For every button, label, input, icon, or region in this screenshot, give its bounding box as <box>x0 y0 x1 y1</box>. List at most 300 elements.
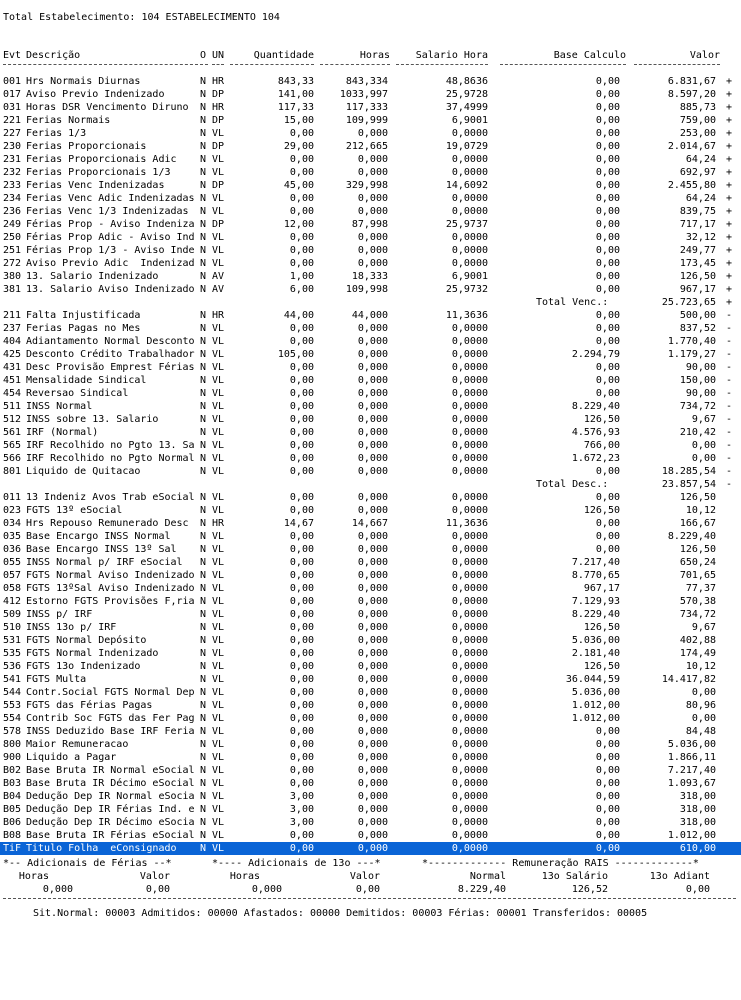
un-cell: VL <box>212 804 225 815</box>
description-cell: Ferias Proporcionais <box>26 141 147 152</box>
salario-hora-cell: 0,0000 <box>451 635 488 646</box>
header-separator <box>396 64 488 65</box>
header-separator <box>320 64 390 65</box>
table-row[interactable] <box>0 153 741 166</box>
decimo-horas-value: 0,000 <box>251 884 282 895</box>
description-cell: Maior Remuneracao <box>26 739 129 750</box>
sign-cell: + <box>726 206 733 217</box>
salario-hora-cell: 0,0000 <box>451 167 488 178</box>
horas-cell: 0,000 <box>357 323 388 334</box>
col-horas: Horas <box>359 50 390 61</box>
description-cell: Base Bruta IR Normal eSocial <box>26 765 195 776</box>
salario-hora-cell: 0,0000 <box>451 362 488 373</box>
salario-hora-cell: 0,0000 <box>451 765 488 776</box>
quantidade-cell: 0,00 <box>289 466 314 477</box>
valor-cell: 253,00 <box>679 128 716 139</box>
evt-cell: 035 <box>3 531 22 542</box>
header-separator <box>212 64 224 65</box>
salario-hora-cell: 0,0000 <box>451 193 488 204</box>
quantidade-cell: 0,00 <box>289 492 314 503</box>
un-cell: VL <box>212 505 225 516</box>
description-cell: Base Bruta IR Décimo eSocial <box>26 778 195 789</box>
horas-cell: 18,333 <box>351 271 388 282</box>
rais-normal-label: Normal <box>469 871 506 882</box>
un-cell: AV <box>212 284 225 295</box>
evt-cell: 578 <box>3 726 22 737</box>
table-row[interactable] <box>0 244 741 257</box>
salario-hora-cell: 6,9001 <box>451 271 488 282</box>
salario-hora-cell: 0,0000 <box>451 492 488 503</box>
sign-cell: - <box>726 323 733 334</box>
evt-cell: 535 <box>3 648 22 659</box>
base-calculo-cell: 8.229,40 <box>571 401 620 412</box>
salario-hora-cell: 0,0000 <box>451 349 488 360</box>
base-calculo-cell: 126,50 <box>583 414 620 425</box>
evt-cell: B04 <box>3 791 22 802</box>
table-row[interactable] <box>0 270 741 283</box>
sign-cell: - <box>726 375 733 386</box>
table-row[interactable] <box>0 634 741 647</box>
quantidade-cell: 0,00 <box>289 635 314 646</box>
evt-cell: 512 <box>3 414 22 425</box>
table-row[interactable] <box>0 400 741 413</box>
table-row[interactable] <box>0 517 741 530</box>
valor-cell: 837,52 <box>679 323 716 334</box>
un-cell: HR <box>212 76 225 87</box>
valor-cell: 8.229,40 <box>667 531 716 542</box>
table-row[interactable] <box>0 582 741 595</box>
base-calculo-cell: 5.036,00 <box>571 687 620 698</box>
horas-cell: 0,000 <box>357 362 388 373</box>
base-calculo-cell: 36.044,59 <box>565 674 620 685</box>
evt-cell: 233 <box>3 180 22 191</box>
o-cell: N <box>200 713 207 724</box>
base-calculo-cell: 0,00 <box>595 323 620 334</box>
table-row[interactable] <box>0 816 741 829</box>
un-cell: DP <box>212 89 225 100</box>
rais-13o-adiant-label: 13o Adiant <box>649 871 710 882</box>
table-row[interactable] <box>0 439 741 452</box>
salario-hora-cell: 0,0000 <box>451 791 488 802</box>
horas-cell: 0,000 <box>357 336 388 347</box>
un-cell: VL <box>212 401 225 412</box>
salario-hora-cell: 0,0000 <box>451 596 488 607</box>
quantidade-cell: 0,00 <box>289 778 314 789</box>
evt-cell: 800 <box>3 739 22 750</box>
table-row[interactable] <box>0 322 741 335</box>
evt-cell: 412 <box>3 596 22 607</box>
sign-cell: - <box>726 336 733 347</box>
quantidade-cell: 1,00 <box>289 271 314 282</box>
table-row[interactable] <box>0 686 741 699</box>
table-row[interactable] <box>0 309 741 322</box>
sign-cell: - <box>726 453 733 464</box>
table-row[interactable] <box>0 361 741 374</box>
total-desc <box>0 478 741 491</box>
table-row[interactable] <box>0 543 741 556</box>
horas-cell: 44,000 <box>351 310 388 321</box>
o-cell: N <box>200 414 207 425</box>
evt-cell: B02 <box>3 765 22 776</box>
description-cell: Titulo Folha eConsignado <box>26 843 177 854</box>
valor-cell: 402,88 <box>679 635 716 646</box>
table-row[interactable] <box>0 140 741 153</box>
base-calculo-cell: 7.217,40 <box>571 557 620 568</box>
horas-cell: 0,000 <box>357 778 388 789</box>
horas-cell: 0,000 <box>357 206 388 217</box>
salario-hora-cell: 0,0000 <box>451 232 488 243</box>
valor-cell: 692,97 <box>679 167 716 178</box>
sign-cell: + <box>726 271 733 282</box>
base-calculo-cell: 0,00 <box>595 102 620 113</box>
description-cell: Contrib Soc FGTS das Fer Pag <box>26 713 195 724</box>
un-cell: VL <box>212 557 225 568</box>
col-o: O <box>200 50 207 61</box>
evt-cell: 381 <box>3 284 22 295</box>
o-cell: N <box>200 271 207 282</box>
horas-cell: 0,000 <box>357 570 388 581</box>
table-row[interactable] <box>0 699 741 712</box>
un-cell: VL <box>212 544 225 555</box>
table-row[interactable] <box>0 75 741 88</box>
quantidade-cell: 0,00 <box>289 544 314 555</box>
description-cell: Desconto Crédito Trabalhador <box>26 349 195 360</box>
table-row[interactable] <box>0 725 741 738</box>
salario-hora-cell: 0,0000 <box>451 726 488 737</box>
horas-cell: 0,000 <box>357 791 388 802</box>
horas-cell: 0,000 <box>357 492 388 503</box>
un-cell: VL <box>212 609 225 620</box>
base-calculo-cell: 0,00 <box>595 128 620 139</box>
description-cell: IRF Recolhido no Pgto 13. Sa <box>26 440 195 451</box>
description-cell: FGTS 13ºSal Aviso Indenizado <box>26 583 195 594</box>
valor-cell: 90,00 <box>685 388 716 399</box>
valor-cell: 885,73 <box>679 102 716 113</box>
base-calculo-cell: 2.294,79 <box>571 349 620 360</box>
quantidade-cell: 0,00 <box>289 336 314 347</box>
o-cell: N <box>200 375 207 386</box>
sign-cell: + <box>726 76 733 87</box>
quantidade-cell: 0,00 <box>289 557 314 568</box>
valor-cell: 839,75 <box>679 206 716 217</box>
evt-cell: 232 <box>3 167 22 178</box>
quantidade-cell: 0,00 <box>289 700 314 711</box>
quantidade-cell: 14,67 <box>283 518 314 529</box>
ferias-valor-value: 0,00 <box>145 884 170 895</box>
header-separator <box>500 64 626 65</box>
table-row[interactable] <box>0 530 741 543</box>
salario-hora-cell: 0,0000 <box>451 245 488 256</box>
evt-cell: 425 <box>3 349 22 360</box>
valor-cell: 9,67 <box>691 414 716 425</box>
valor-cell: 77,37 <box>685 583 716 594</box>
base-calculo-cell: 0,00 <box>595 115 620 126</box>
table-row[interactable] <box>0 608 741 621</box>
valor-cell: 64,24 <box>685 193 716 204</box>
description-cell: FGTS Normal Depósito <box>26 635 147 646</box>
table-row[interactable] <box>0 465 741 478</box>
un-cell: VL <box>212 583 225 594</box>
valor-cell: 14.417,82 <box>661 674 716 685</box>
o-cell: N <box>200 596 207 607</box>
table-row[interactable] <box>0 777 741 790</box>
evt-cell: 541 <box>3 674 22 685</box>
valor-cell: 717,17 <box>679 219 716 230</box>
quantidade-cell: 0,00 <box>289 661 314 672</box>
description-cell: Falta Injustificada <box>26 310 141 321</box>
o-cell: N <box>200 778 207 789</box>
description-cell: INSS sobre 13. Salario <box>26 414 159 425</box>
sign-cell: + <box>726 141 733 152</box>
description-cell: FGTS 13o Indenizado <box>26 661 141 672</box>
o-cell: N <box>200 583 207 594</box>
salario-hora-cell: 0,0000 <box>451 622 488 633</box>
salario-hora-cell: 37,4999 <box>445 102 488 113</box>
table-row[interactable] <box>0 101 741 114</box>
table-row[interactable] <box>0 595 741 608</box>
horas-cell: 0,000 <box>357 349 388 360</box>
salario-hora-cell: 0,0000 <box>451 427 488 438</box>
table-row[interactable] <box>0 218 741 231</box>
horas-cell: 0,000 <box>357 700 388 711</box>
salario-hora-cell: 0,0000 <box>451 323 488 334</box>
col-evt: Evt <box>3 50 22 61</box>
valor-cell: 173,45 <box>679 258 716 269</box>
table-row[interactable] <box>0 283 741 296</box>
footer-separator <box>3 898 736 899</box>
evt-cell: 553 <box>3 700 22 711</box>
o-cell: N <box>200 544 207 555</box>
horas-cell: 0,000 <box>357 427 388 438</box>
table-row[interactable] <box>0 348 741 361</box>
quantidade-cell: 0,00 <box>289 245 314 256</box>
salario-hora-cell: 0,0000 <box>451 154 488 165</box>
description-cell: FGTS das Férias Pagas <box>26 700 153 711</box>
quantidade-cell: 0,00 <box>289 622 314 633</box>
valor-cell: 84,48 <box>685 726 716 737</box>
table-row[interactable] <box>0 738 741 751</box>
table-row[interactable] <box>0 452 741 465</box>
table-row[interactable] <box>0 556 741 569</box>
base-calculo-cell: 0,00 <box>595 531 620 542</box>
table-row[interactable] <box>0 114 741 127</box>
valor-cell: 2.455,80 <box>667 180 716 191</box>
quantidade-cell: 0,00 <box>289 596 314 607</box>
table-row[interactable] <box>0 231 741 244</box>
o-cell: N <box>200 635 207 646</box>
un-cell: VL <box>212 700 225 711</box>
valor-cell: 0,00 <box>691 713 716 724</box>
header-separator <box>3 64 198 65</box>
column-header-row <box>0 49 741 62</box>
table-row[interactable] <box>0 621 741 634</box>
valor-cell: 610,00 <box>679 843 716 854</box>
evt-cell: 236 <box>3 206 22 217</box>
un-cell: DP <box>212 180 225 191</box>
table-row[interactable] <box>0 673 741 686</box>
table-row[interactable] <box>0 790 741 803</box>
table-row[interactable] <box>0 504 741 517</box>
o-cell: N <box>200 323 207 334</box>
o-cell: N <box>200 505 207 516</box>
valor-cell: 9,67 <box>691 622 716 633</box>
table-row[interactable] <box>0 491 741 504</box>
evt-cell: 454 <box>3 388 22 399</box>
evt-cell: 227 <box>3 128 22 139</box>
table-row[interactable] <box>0 712 741 725</box>
quantidade-cell: 0,00 <box>289 713 314 724</box>
base-calculo-cell: 4.576,93 <box>571 427 620 438</box>
base-calculo-cell: 0,00 <box>595 193 620 204</box>
table-row[interactable] <box>0 127 741 140</box>
table-row[interactable] <box>0 179 741 192</box>
o-cell: N <box>200 76 207 87</box>
un-cell: VL <box>212 661 225 672</box>
base-calculo-cell: 0,00 <box>595 89 620 100</box>
table-row[interactable] <box>0 803 741 816</box>
horas-cell: 0,000 <box>357 739 388 750</box>
sign-cell: - <box>726 349 733 360</box>
description-cell: INSS Normal p/ IRF eSocial <box>26 557 183 568</box>
table-row[interactable] <box>0 426 741 439</box>
evt-cell: 036 <box>3 544 22 555</box>
horas-cell: 0,000 <box>357 843 388 854</box>
valor-cell: 90,00 <box>685 362 716 373</box>
salario-hora-cell: 0,0000 <box>451 739 488 750</box>
quantidade-cell: 0,00 <box>289 414 314 425</box>
quantidade-cell: 45,00 <box>283 180 314 191</box>
quantidade-cell: 0,00 <box>289 453 314 464</box>
o-cell: N <box>200 115 207 126</box>
un-cell: VL <box>212 245 225 256</box>
table-row[interactable] <box>0 192 741 205</box>
horas-cell: 0,000 <box>357 154 388 165</box>
valor-cell: 18.285,54 <box>661 466 716 477</box>
table-row[interactable] <box>0 257 741 270</box>
horas-cell: 0,000 <box>357 661 388 672</box>
table-row[interactable] <box>0 88 741 101</box>
o-cell: N <box>200 336 207 347</box>
description-cell: Reversao Sindical <box>26 388 129 399</box>
quantidade-cell: 117,33 <box>277 102 314 113</box>
description-cell: Ferias Venc Indenizadas <box>26 180 165 191</box>
salario-hora-cell: 0,0000 <box>451 401 488 412</box>
horas-cell: 0,000 <box>357 765 388 776</box>
total-desc-label: Total Desc.: <box>536 479 609 490</box>
un-cell: VL <box>212 817 225 828</box>
table-row[interactable] <box>0 205 741 218</box>
base-calculo-cell: 5.036,00 <box>571 635 620 646</box>
quantidade-cell: 0,00 <box>289 427 314 438</box>
evt-cell: 380 <box>3 271 22 282</box>
table-row[interactable] <box>0 387 741 400</box>
o-cell: N <box>200 726 207 737</box>
horas-cell: 0,000 <box>357 752 388 763</box>
salario-hora-cell: 0,0000 <box>451 830 488 841</box>
valor-cell: 500,00 <box>679 310 716 321</box>
quantidade-cell: 0,00 <box>289 206 314 217</box>
table-row[interactable] <box>0 647 741 660</box>
description-cell: Aviso Previo Indenizado <box>26 89 165 100</box>
header-separator <box>634 64 720 65</box>
un-cell: VL <box>212 466 225 477</box>
description-cell: Mensalidade Sindical <box>26 375 147 386</box>
adicionais-header-row <box>0 857 741 870</box>
sign-cell: + <box>726 219 733 230</box>
description-cell: FGTS 13º eSocial <box>26 505 123 516</box>
quantidade-cell: 0,00 <box>289 258 314 269</box>
sign-cell: - <box>726 388 733 399</box>
un-cell: VL <box>212 726 225 737</box>
description-cell: Base Encargo INSS Normal <box>26 531 171 542</box>
horas-cell: 0,000 <box>357 648 388 659</box>
decimo-valor-value: 0,00 <box>355 884 380 895</box>
base-calculo-cell: 0,00 <box>595 154 620 165</box>
table-row[interactable] <box>0 413 741 426</box>
description-cell: INSS Normal <box>26 401 93 412</box>
table-row[interactable] <box>0 751 741 764</box>
evt-cell: 023 <box>3 505 22 516</box>
o-cell: N <box>200 609 207 620</box>
valor-cell: 318,00 <box>679 817 716 828</box>
table-row[interactable] <box>0 660 741 673</box>
description-cell: Dedução Dep IR Décimo eSocia <box>26 817 195 828</box>
un-cell: DP <box>212 141 225 152</box>
status-line: Sit.Normal: 00003 Admitidos: 00000 Afastados: 00000 Demitidos: 00003 Férias: 00001 Transferidos: 00005 <box>33 908 648 919</box>
quantidade-cell: 0,00 <box>289 128 314 139</box>
o-cell: N <box>200 427 207 438</box>
description-cell: Ferias Pagas no Mes <box>26 323 141 334</box>
table-row[interactable] <box>0 829 741 842</box>
sign-cell: + <box>726 232 733 243</box>
horas-cell: 843,334 <box>345 76 388 87</box>
quantidade-cell: 0,00 <box>289 323 314 334</box>
un-cell: DP <box>212 115 225 126</box>
evt-cell: B06 <box>3 817 22 828</box>
table-row[interactable] <box>0 569 741 582</box>
horas-cell: 0,000 <box>357 557 388 568</box>
evt-cell: 554 <box>3 713 22 724</box>
base-calculo-cell: 8.229,40 <box>571 609 620 620</box>
o-cell: N <box>200 245 207 256</box>
quantidade-cell: 15,00 <box>283 115 314 126</box>
un-cell: VL <box>212 570 225 581</box>
o-cell: N <box>200 804 207 815</box>
o-cell: N <box>200 466 207 477</box>
horas-cell: 0,000 <box>357 817 388 828</box>
un-cell: VL <box>212 765 225 776</box>
sign-cell: + <box>726 284 733 295</box>
quantidade-cell: 0,00 <box>289 726 314 737</box>
o-cell: N <box>200 492 207 503</box>
table-row[interactable] <box>0 374 741 387</box>
o-cell: N <box>200 206 207 217</box>
table-row[interactable] <box>0 335 741 348</box>
base-calculo-cell: 126,50 <box>583 661 620 672</box>
total-venc-label: Total Venc.: <box>536 297 609 308</box>
selected-table-row[interactable] <box>0 842 741 855</box>
table-row[interactable] <box>0 764 741 777</box>
evt-cell: 272 <box>3 258 22 269</box>
rais-13o-salario-value: 126,52 <box>571 884 608 895</box>
salario-hora-cell: 25,9728 <box>445 89 488 100</box>
valor-cell: 318,00 <box>679 804 716 815</box>
evt-cell: 230 <box>3 141 22 152</box>
quantidade-cell: 0,00 <box>289 687 314 698</box>
sign-cell: - <box>726 414 733 425</box>
table-row[interactable] <box>0 166 741 179</box>
description-cell: Ferias Venc 1/3 Indenizadas <box>26 206 189 217</box>
